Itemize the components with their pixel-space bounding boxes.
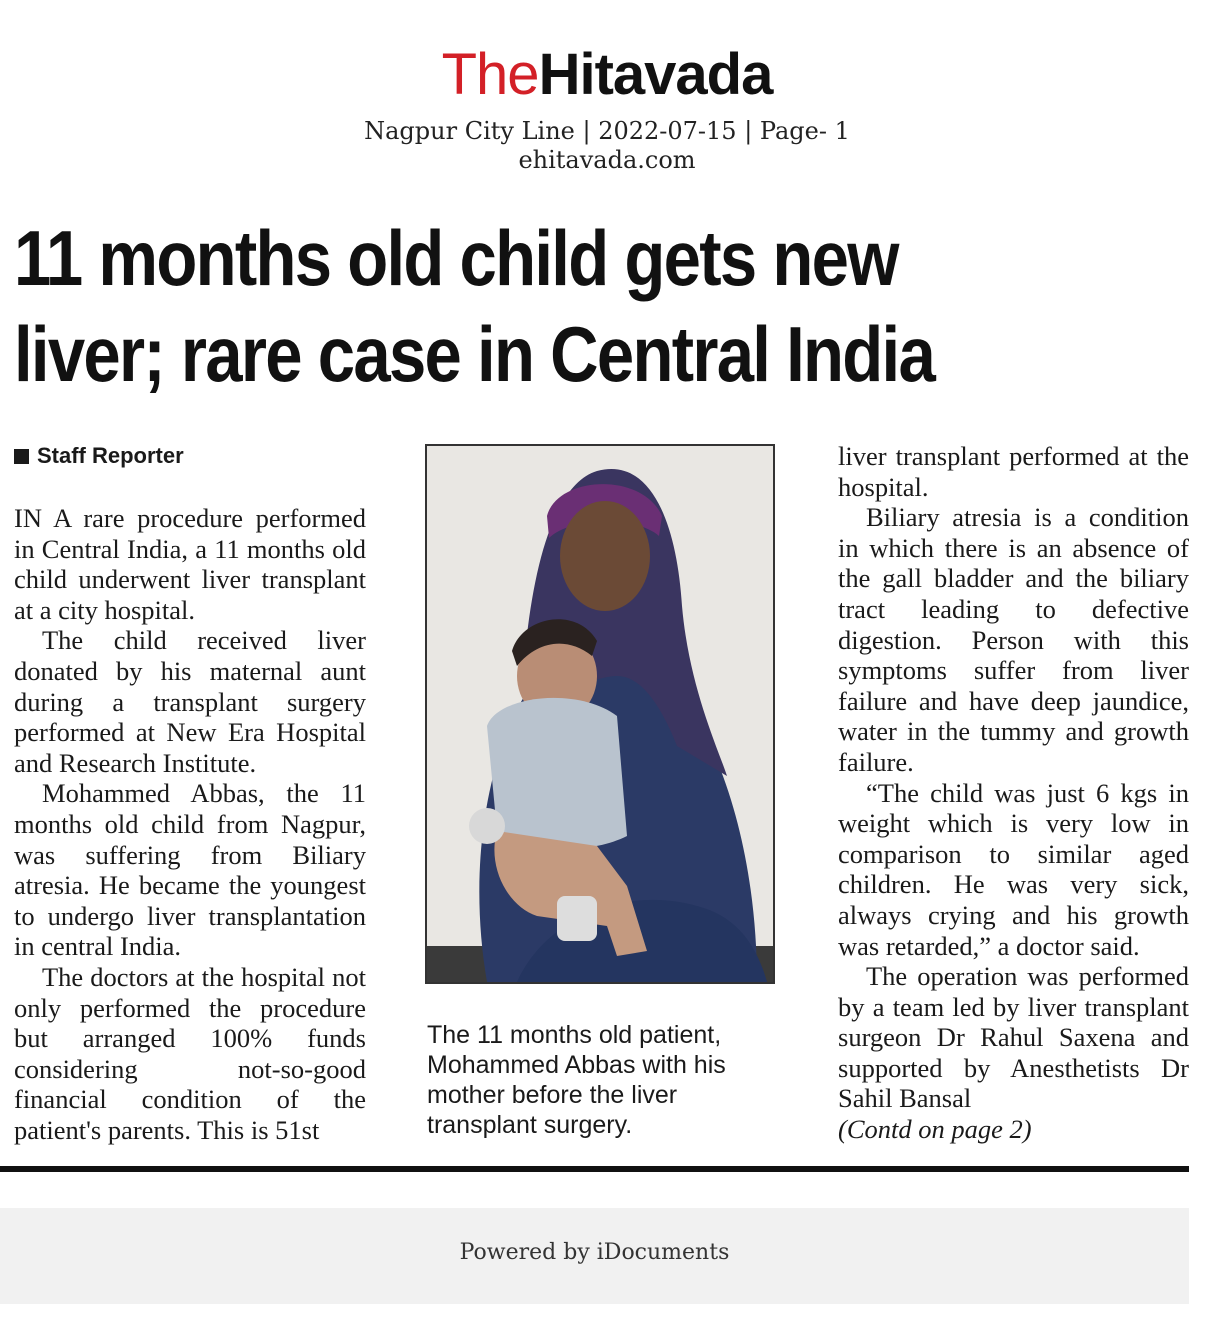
continued-note[interactable]: (Contd on page 2) (838, 1114, 1032, 1145)
masthead (0, 40, 1214, 174)
byline-square-icon (14, 449, 29, 464)
article-paragraph: Biliary atresia is a condition in which there is an absence of the gall bladder and the biliary tract leading to defective digestion. Person with this symptoms suffer from liver failure and have deep jaundice, water in the tummy and growth failure. (838, 502, 1189, 777)
powered-by-text[interactable]: Powered by iDocuments (459, 1240, 730, 1265)
footer (0, 1208, 1189, 1304)
headline-line-2: liver; rare case in Central India (14, 310, 935, 398)
byline-text: Staff Reporter (37, 443, 184, 468)
photo-caption: The 11 months old patient, Mohammed Abbas with his mother before the liver transplant surgery. (427, 1021, 726, 1139)
logo-name: Hitavada (538, 42, 773, 107)
bottom-rule (0, 1166, 1189, 1172)
article-paragraph: “The child was just 6 kgs in weight which is very low in comparison to similar aged children. He was very sick, always crying and his growth was retarded,” a doctor said. (838, 777, 1189, 961)
article-column-right (838, 441, 1189, 1145)
article-column-left (14, 441, 366, 1145)
article-paragraph: The child received liver donated by his maternal aunt during a transplant surgery performed at New Era Hospital and Research Institute. (14, 625, 366, 778)
newspaper-logo[interactable] (0, 40, 1214, 110)
article-paragraph: The operation was performed by a team led by liver transplant surgeon Dr Rahul Saxena and supported by Anesthetists Dr Sahil Bansal (838, 961, 1189, 1114)
byline (14, 441, 366, 471)
article-paragraph: Mohammed Abbas, the 11 months old child from Nagpur, was suffering from Biliary atresia. He became the youngest to undergo liver transplantation in central India. (14, 778, 366, 962)
mother-child-photo-illustration (427, 446, 773, 982)
article-paragraph: IN A rare procedure performed in Central India, a 11 months old child underwent liver transplant at a city hospital. (14, 503, 366, 625)
article-photo (425, 444, 775, 984)
article-headline (14, 210, 1037, 402)
article-paragraph: The doctors at the hospital not only performed the procedure but arranged 100% funds considering not-so-good financial condition of the patient's parents. This is 51st (14, 961, 366, 1145)
article-paragraph: liver transplant performed at the hospital. (838, 441, 1189, 502)
logo-prefix: The (441, 42, 539, 107)
headline-line-1: 11 months old child gets new (14, 214, 898, 302)
edition-info: Nagpur City Line | 2022-07-15 | Page- 1 (364, 117, 850, 145)
website-link[interactable]: ehitavada.com (518, 146, 696, 174)
